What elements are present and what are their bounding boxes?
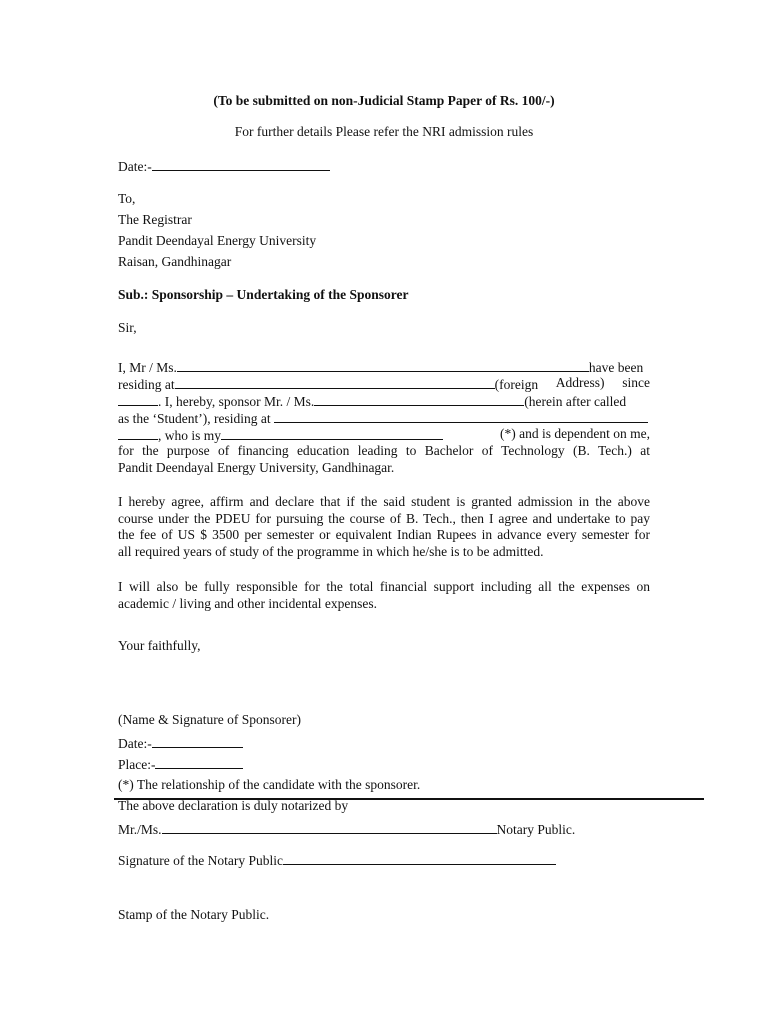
body-line-6: for the purpose of financing education leading to Bachelor of Technology (B. Tech.) at: [118, 443, 650, 458]
sign-date-field: [118, 734, 243, 752]
notary-signature-blank[interactable]: [283, 851, 556, 865]
notary-public-label: Notary Public.: [496, 822, 576, 837]
body-line-1: [118, 358, 650, 376]
notary-name-field: [118, 820, 575, 838]
student-name-blank[interactable]: [314, 392, 524, 406]
responsibility-line: I will also be fully responsible for the total financial support including all the expenses on: [118, 579, 650, 594]
body-line-7: Pandit Deendayal Energy University, Gandhinagar.: [118, 460, 395, 475]
body-text: (herein after called: [524, 394, 627, 409]
body-line-3: [118, 392, 650, 410]
signature-label: (Name & Signature of Sponsorer): [118, 712, 301, 727]
foreign-address-blank[interactable]: [175, 375, 495, 389]
relationship-blank[interactable]: [221, 426, 443, 440]
body-text: residing at: [118, 377, 175, 392]
body-text: . I, hereby, sponsor Mr. / Ms.: [158, 394, 315, 409]
document-subtitle: For further details Please refer the NRI admission rules: [234, 124, 534, 139]
sign-date-label: Date:-: [118, 736, 152, 751]
closing: Your faithfully,: [118, 638, 201, 653]
agreement-line: all required years of study of the programme in which he/she is to be admitted.: [118, 543, 544, 559]
body-text: I, Mr / Ms.: [118, 360, 177, 375]
notary-stamp-label: Stamp of the Notary Public.: [118, 907, 270, 922]
agreement-line: the fee of US $ 3500 per semester or equivalent Indian Rupees in advance every semester for: [118, 527, 650, 542]
since-blank[interactable]: [118, 392, 158, 406]
address-line-1: The Registrar: [118, 212, 192, 227]
address-line-2: Pandit Deendayal Energy University: [118, 233, 317, 248]
salutation: Sir,: [118, 320, 137, 335]
notary-mr-ms-label: Mr./Ms.: [118, 822, 162, 837]
responsibility-paragraph: [118, 579, 650, 612]
place-blank[interactable]: [155, 755, 243, 769]
address-to: To,: [118, 191, 136, 206]
notary-declaration: The above declaration is duly notarized by: [118, 798, 349, 813]
body-line-4: [118, 409, 650, 427]
document-title: (To be submitted on non-Judicial Stamp Paper of Rs. 100/-): [213, 93, 555, 108]
body-text: , who is my: [158, 428, 222, 443]
date-field: [118, 157, 330, 175]
student-address-cont-blank[interactable]: [118, 426, 158, 440]
notary-name-blank[interactable]: [162, 820, 497, 834]
body-text: have been: [588, 360, 644, 375]
footnote: (*) The relationship of the candidate with the sponsorer.: [118, 777, 421, 792]
student-address-blank[interactable]: [274, 409, 648, 423]
responsibility-line: academic / living and other incidental expenses.: [118, 595, 378, 611]
subject-line: Sub.: Sponsorship – Undertaking of the Sponsorer: [118, 287, 409, 302]
body-text: Address): [555, 375, 605, 390]
address-line-3: Raisan, Gandhinagar: [118, 254, 232, 269]
notary-signature-label: Signature of the Notary Public: [118, 853, 283, 868]
place-field: [118, 755, 243, 773]
body-text: (foreign: [494, 377, 539, 392]
body-line-5: [118, 426, 650, 444]
agreement-line: I hereby agree, affirm and declare that if the said student is granted admission in the above: [118, 494, 650, 509]
agreement-line: course under the PDEU for pursuing the course of B. Tech., then I agree and undertake to pay: [118, 510, 650, 526]
date-blank[interactable]: [152, 157, 330, 171]
notary-signature-field: [118, 851, 556, 869]
place-label: Place:-: [118, 757, 156, 772]
sign-date-blank[interactable]: [152, 734, 243, 748]
sponsor-name-blank[interactable]: [177, 358, 589, 372]
date-label: Date:-: [118, 159, 152, 174]
body-text: as the ‘Student’), residing at: [118, 411, 271, 426]
body-text: (*) and is dependent on me,: [500, 426, 650, 441]
body-text: since: [622, 375, 650, 390]
body-line-2: [118, 375, 650, 393]
agreement-paragraph: [118, 494, 650, 560]
